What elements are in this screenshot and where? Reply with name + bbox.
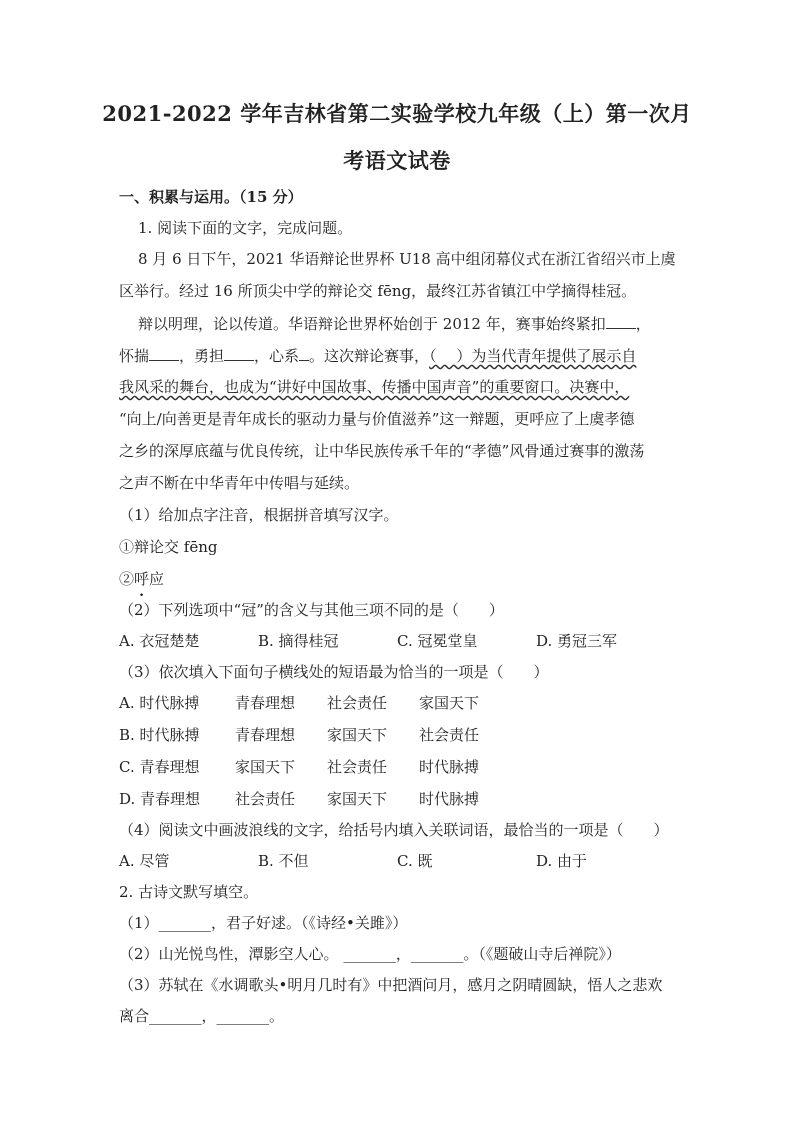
option-cell: 家国天下 xyxy=(327,790,388,808)
passage-p1-line-2: 区举行。经过 16 所顶尖中学的辩论交 fēng，最终江苏省镇江中学摘得桂冠。 xyxy=(119,282,637,300)
sub-question-3-stem: （3）依次填入下面句子横线处的短语最为恰当的一项是（ ） xyxy=(119,663,549,681)
option-cell: D. 青春理想 xyxy=(119,790,201,808)
dotted-character: 呼 xyxy=(134,570,150,588)
option-cell: 家国天下 xyxy=(327,726,388,744)
wavy-underlined-text: 我风采的舞台，也成为“讲好中国故事、传播中国声音”的重要窗口。决赛中， xyxy=(119,378,630,396)
item-text: 应 xyxy=(149,570,165,588)
passage-p2-line-5: 之乡的深厚底蕴与优良传统，让中华民族传承千年的“孝德”风骨通过赛事的激荡 xyxy=(119,442,645,460)
passage-p2-line-6: 之声不断在中华青年中传唱与延续。 xyxy=(119,474,360,492)
question-2-line-2: （2）山光悦鸟性，潭影空人心。 _______，_______。（《题破山寺后禅院》） xyxy=(119,945,621,963)
sub-question-1-item-2 xyxy=(119,569,164,589)
exam-title-line-2: 考语文试卷 xyxy=(343,148,451,173)
option-a: A. 尽管 xyxy=(119,852,170,870)
fill-blank xyxy=(224,345,254,361)
sub-question-2-stem: （2）下列选项中“冠”的含义与其他三项不同的是（ ） xyxy=(119,601,504,619)
passage-p1-line-1: 8 月 6 日下午，2021 华语辩论世界杯 U18 高中组闭幕仪式在浙江省绍兴市上虞 xyxy=(138,250,676,268)
passage-p2-line-2 xyxy=(119,345,636,366)
passage-p2-line-3 xyxy=(119,377,629,397)
option-cell: 家国天下 xyxy=(419,694,480,712)
passage-text: 辩以明理，论以传道。华语辩论世界杯始创于 2012 年，赛事始终紧扣 xyxy=(138,315,606,333)
exam-title-line-1: 2021-2022 学年吉林省第二实验学校九年级（上）第一次月 xyxy=(102,101,692,126)
option-cell: B. 时代脉搏 xyxy=(119,726,200,744)
passage-text: ，勇担 xyxy=(179,347,225,365)
passage-p2-line-4: “向上/向善更是青年成长的驱动力量与价值滋养”这一辩题，更呼应了上虞孝德 xyxy=(119,410,635,428)
passage-text: 怀揣 xyxy=(119,347,150,365)
wavy-underlined-text: （ ）为当代青年提供了展示自 xyxy=(429,347,637,365)
option-a: A. 衣冠楚楚 xyxy=(119,632,200,650)
option-b: B. 不但 xyxy=(258,852,309,870)
passage-text: ，心系 xyxy=(254,347,300,365)
sub-question-1-stem: （1）给加点字注音，根据拼音填写汉字。 xyxy=(119,506,399,524)
option-cell: 时代脉搏 xyxy=(419,790,480,808)
option-d: D. 勇冠三军 xyxy=(536,632,618,650)
option-cell: 青春理想 xyxy=(235,726,296,744)
question-1-stem: 1. 阅读下面的文字，完成问题。 xyxy=(138,219,353,237)
option-b: B. 摘得桂冠 xyxy=(258,632,339,650)
option-cell: 社会责任 xyxy=(235,790,296,808)
option-cell: 社会责任 xyxy=(327,694,388,712)
fill-blank xyxy=(149,345,179,361)
question-2-line-1: （1）_______，君子好逑。（《诗经•关雎》） xyxy=(119,914,408,932)
option-cell: 社会责任 xyxy=(327,758,388,776)
option-cell: 青春理想 xyxy=(235,694,296,712)
option-c: C. 既 xyxy=(397,852,433,870)
passage-p2-line-1: 辩以明理，论以传道。华语辩论世界杯始创于 2012 年，赛事始终紧扣 ， xyxy=(138,315,651,333)
option-cell: C. 青春理想 xyxy=(119,758,200,776)
option-cell: 家国天下 xyxy=(235,758,296,776)
question-2-line-4: 离合_______，_______。 xyxy=(119,1007,285,1025)
option-cell: 社会责任 xyxy=(419,726,480,744)
section-heading: 一、积累与运用。（15 分） xyxy=(119,188,303,206)
question-2-line-3: （3）苏轼在《水调歌头•明月几时有》中把酒问月，感月之阴晴圆缺，悟人之悲欢 xyxy=(119,976,663,994)
item-number: ② xyxy=(119,570,135,588)
option-cell: 时代脉搏 xyxy=(419,758,480,776)
fill-blank xyxy=(606,313,636,329)
question-2-stem: 2. 古诗文默写填空。 xyxy=(119,883,259,901)
sub-question-4-stem: （4）阅读文中画波浪线的文字，给括号内填入关联词语，最恰当的一项是（ ） xyxy=(119,821,669,839)
option-cell: A. 时代脉搏 xyxy=(119,694,200,712)
sub-question-1-item-1: ①辩论交 fēng xyxy=(119,538,218,556)
option-d: D. 由于 xyxy=(536,852,588,870)
fill-blank xyxy=(299,345,309,361)
option-c: C. 冠冕堂皇 xyxy=(397,632,478,650)
passage-text: 。这次辩论赛事， xyxy=(309,347,430,365)
